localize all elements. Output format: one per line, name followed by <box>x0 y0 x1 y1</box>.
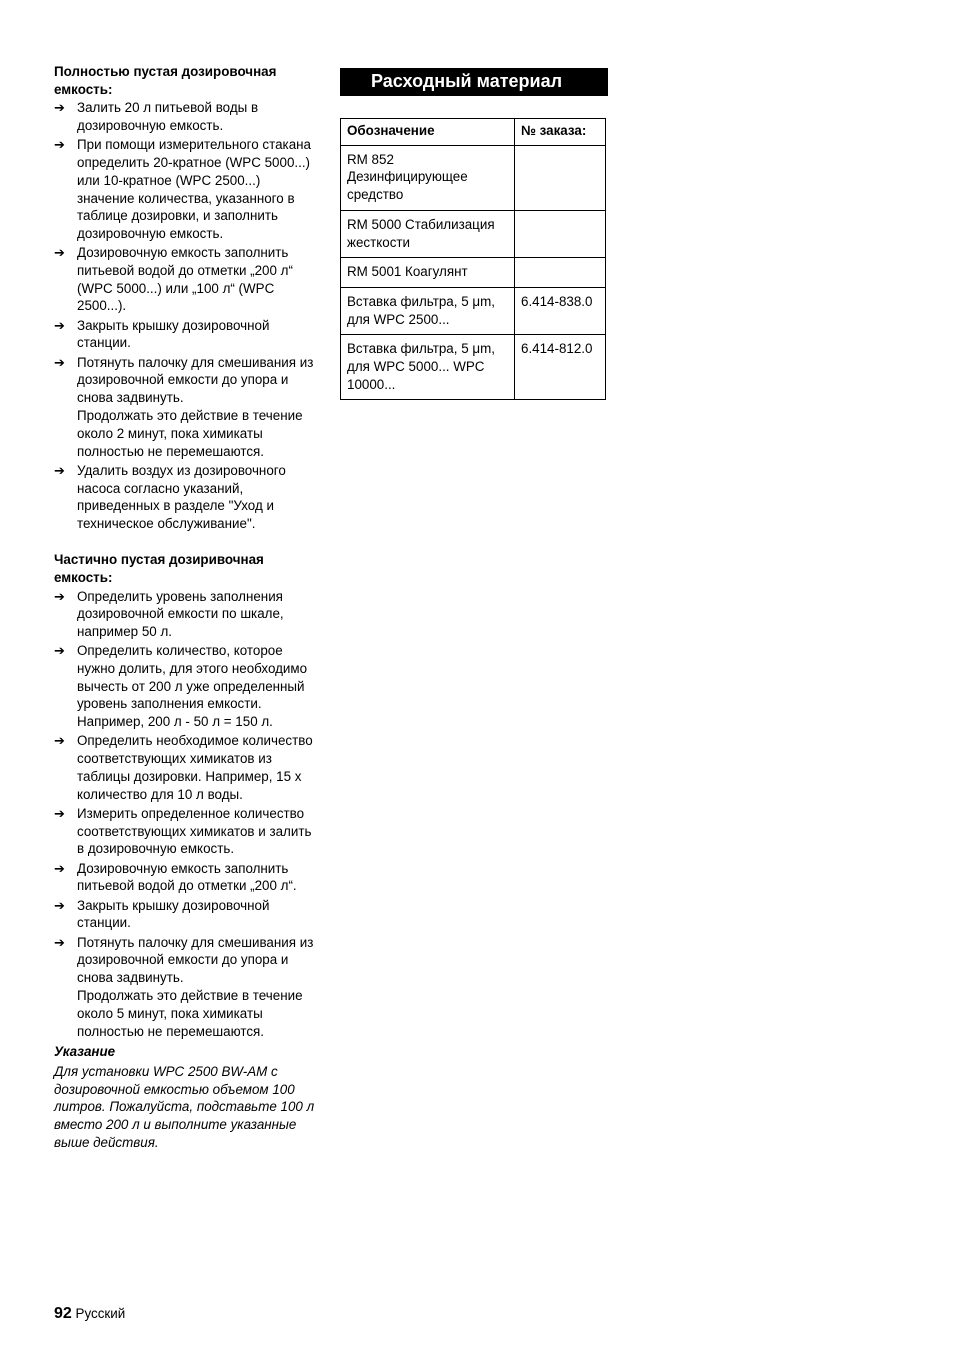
step-extra-text: Продолжать это действие в течение около 5 минут, пока химикаты полностью не перемешаются. <box>77 988 303 1039</box>
steps-list-partial-empty <box>54 588 320 1041</box>
step-text: При помощи измерительного стакана определить 20-кратное (WPC 5000...) или 10-кратное (WPC 2500...) значение количества, указанного в таблице дозировки, и заполнить дозировочную емкость. <box>77 137 311 241</box>
step-text: Залить 20 л питьевой воды в дозировочную емкость. <box>77 100 259 134</box>
step-item <box>54 860 320 895</box>
cell-order-number <box>515 210 606 257</box>
table-row <box>341 210 606 257</box>
footer-language: Русский <box>75 1306 126 1321</box>
step-item <box>54 99 320 134</box>
table-row <box>341 287 606 334</box>
step-item <box>54 462 320 533</box>
step-text: Потянуть палочку для смешивания из дозировочной емкости до упора и снова задвинуть. <box>77 354 314 406</box>
step-item <box>54 732 320 803</box>
step-text: Определить уровень заполнения дозировочной емкости по шкале, например 50 л. <box>77 588 284 640</box>
cell-order-number <box>515 145 606 210</box>
step-item <box>54 354 320 461</box>
note-title: Указание <box>54 1044 116 1060</box>
table-row <box>341 335 606 400</box>
steps-list-full-empty <box>54 99 320 532</box>
page-footer <box>54 1305 125 1323</box>
arrow-right-icon: ➔ <box>54 934 65 950</box>
arrow-right-icon: ➔ <box>54 805 65 821</box>
step-item <box>54 136 320 242</box>
step-text: Закрыть крышку дозировочной станции. <box>77 897 270 931</box>
cell-order-number <box>515 258 606 288</box>
cell-designation: Вставка фильтра, 5 μm, для WPC 5000... WPC 10000... <box>341 335 515 400</box>
cell-order-number: 6.414-812.0 <box>515 335 606 400</box>
step-text: Потянуть палочку для смешивания из дозировочной емкости до упора и снова задвинуть. <box>77 934 314 985</box>
table-header-row <box>341 119 606 146</box>
cell-order-number: 6.414-838.0 <box>515 287 606 334</box>
section-heading-full-empty: Полностью пустая дозировочная емкость: <box>54 64 277 97</box>
arrow-right-icon: ➔ <box>54 860 65 876</box>
section-title-consumables: Расходный материал <box>340 68 608 96</box>
step-text: Определить количество, которое нужно долить, для этого необходимо вычесть от 200 л уже определенный уровень заполнения емкости. Например, 200 л - 50 л = 150 л. <box>77 643 308 730</box>
arrow-right-icon: ➔ <box>54 100 65 116</box>
step-text: Определить необходимое количество соответствующих химикатов из таблицы дозировки. Например, 15 x количество для 10 л воды. <box>77 733 313 802</box>
note-text: Для установки WPC 2500 BW-AM с дозировочной емкостью объемом 100 литров. Пожалуйста, подставьте 100 л вместо 200 л и выполните указанные выше действия. <box>54 1064 315 1150</box>
cell-designation: RM 852 Дезинфицирующее средство <box>341 145 515 210</box>
step-text: Закрыть крышку дозировочной станции. <box>77 317 270 351</box>
step-item <box>54 588 320 641</box>
column-header-designation: Обозначение <box>341 119 515 146</box>
step-text: Дозировочную емкость заполнить питьевой водой до отметки „200 л“ (WPC 5000...) или „100 л“ (WPC 2500...). <box>77 245 293 314</box>
left-column <box>54 63 320 1152</box>
section-heading-partial-empty: Частично пустая дозиривочная емкость: <box>54 552 264 585</box>
arrow-right-icon: ➔ <box>54 354 65 370</box>
step-item <box>54 317 320 352</box>
arrow-right-icon: ➔ <box>54 733 65 749</box>
arrow-right-icon: ➔ <box>54 137 65 153</box>
arrow-right-icon: ➔ <box>54 245 65 261</box>
page-number: 92 <box>54 1305 72 1322</box>
step-text: Измерить определенное количество соответствующих химикатов и залить в дозировочную емкость. <box>77 805 312 857</box>
consumables-table <box>340 118 606 400</box>
column-header-order-number: № заказа: <box>515 119 606 146</box>
cell-designation: Вставка фильтра, 5 μm, для WPC 2500... <box>341 287 515 334</box>
step-item <box>54 805 320 858</box>
step-item <box>54 244 320 315</box>
step-item <box>54 934 320 1041</box>
cell-designation: RM 5001 Коагулянт <box>341 258 515 288</box>
table-row <box>341 145 606 210</box>
right-column <box>340 68 608 400</box>
step-text: Дозировочную емкость заполнить питьевой водой до отметки „200 л“. <box>77 860 297 894</box>
arrow-right-icon: ➔ <box>54 317 65 333</box>
arrow-right-icon: ➔ <box>54 462 65 478</box>
step-extra-text: Продолжать это действие в течение около 2 минут, пока химикаты полностью не перемешаются. <box>77 408 303 459</box>
arrow-right-icon: ➔ <box>54 643 65 659</box>
step-item <box>54 897 320 932</box>
step-text: Удалить воздух из дозировочного насоса согласно указаний, приведенных в разделе "Уход и техническое обслуживание". <box>77 462 286 532</box>
arrow-right-icon: ➔ <box>54 588 65 604</box>
cell-designation: RM 5000 Стабилизация жесткости <box>341 210 515 257</box>
arrow-right-icon: ➔ <box>54 897 65 913</box>
table-row <box>341 258 606 288</box>
step-item <box>54 642 320 731</box>
